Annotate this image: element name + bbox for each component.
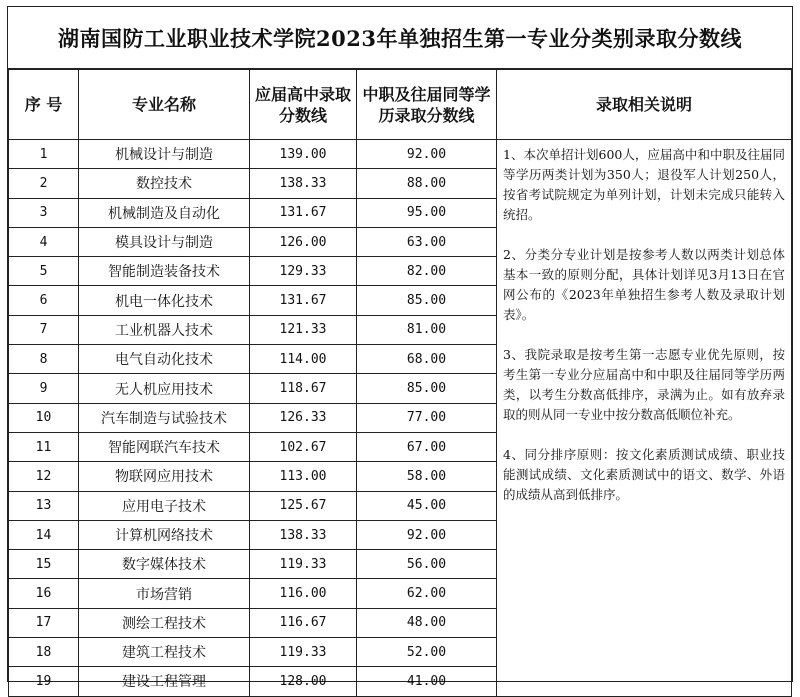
- row-highschool-score-cell: 126.00: [250, 227, 357, 256]
- row-highschool-score-cell: 126.33: [250, 403, 357, 432]
- row-highschool-score-cell: 118.67: [250, 374, 357, 403]
- row-major-cell: 测绘工程技术: [79, 608, 250, 637]
- row-highschool-score-cell: 131.67: [250, 198, 357, 227]
- row-seq-cell: 9: [9, 374, 79, 403]
- row-major-cell: 市场营销: [79, 579, 250, 608]
- row-vocational-score-cell: 95.00: [357, 198, 497, 227]
- row-seq-cell: 14: [9, 520, 79, 549]
- row-highschool-score-cell: 113.00: [250, 462, 357, 491]
- row-vocational-score-cell: 85.00: [357, 286, 497, 315]
- row-highschool-score-cell: 128.00: [250, 667, 357, 696]
- score-table-body: [9, 140, 792, 697]
- row-seq-cell: 7: [9, 315, 79, 344]
- row-vocational-score-cell: 56.00: [357, 550, 497, 579]
- row-seq-cell: 12: [9, 462, 79, 491]
- row-vocational-score-cell: 68.00: [357, 345, 497, 374]
- row-highschool-score-cell: 139.00: [250, 140, 357, 169]
- row-major-cell: 应用电子技术: [79, 491, 250, 520]
- note-paragraph: 3、我院录取是按考生第一志愿专业优先原则，按考生第一专业分应届高中和中职及往届同等学历两类，以考生分数高低排序，录满为止。如有放弃录取的则从同一专业中按分数高低顺位补充。: [503, 347, 785, 422]
- row-vocational-score-cell: 92.00: [357, 140, 497, 169]
- row-highschool-score-cell: 138.33: [250, 520, 357, 549]
- row-vocational-score-cell: 45.00: [357, 491, 497, 520]
- row-major-cell: 机电一体化技术: [79, 286, 250, 315]
- row-vocational-score-cell: 63.00: [357, 227, 497, 256]
- row-vocational-score-cell: 67.00: [357, 432, 497, 461]
- row-highschool-score-cell: 116.67: [250, 608, 357, 637]
- row-seq-cell: 19: [9, 667, 79, 696]
- header-highschool-score: 应届高中录取 分数线: [250, 70, 357, 140]
- row-major-cell: 数控技术: [79, 169, 250, 198]
- row-highschool-score-cell: 121.33: [250, 315, 357, 344]
- row-vocational-score-cell: 41.00: [357, 667, 497, 696]
- note-paragraph: 2、分类分专业计划是按参考人数以两类计划总体基本一致的原则分配，具体计划详见3月13日在官网公布的《2023年单独招生参考人数及录取计划表》。: [503, 247, 785, 322]
- row-highschool-score-cell: 116.00: [250, 579, 357, 608]
- row-major-cell: 计算机网络技术: [79, 520, 250, 549]
- row-seq-cell: 5: [9, 257, 79, 286]
- row-vocational-score-cell: 88.00: [357, 169, 497, 198]
- row-highschool-score-cell: 125.67: [250, 491, 357, 520]
- row-major-cell: 无人机应用技术: [79, 374, 250, 403]
- row-major-cell: 机械设计与制造: [79, 140, 250, 169]
- row-seq-cell: 11: [9, 432, 79, 461]
- row-seq-cell: 6: [9, 286, 79, 315]
- row-major-cell: 建设工程管理: [79, 667, 250, 696]
- table-row: [9, 140, 792, 169]
- row-seq-cell: 16: [9, 579, 79, 608]
- row-seq-cell: 18: [9, 638, 79, 667]
- note-paragraph: 1、本次单招计划600人，应届高中和中职及往届同等学历两类计划为350人；退役军人计划250人，按省考试院规定为单列计划，计划未完成只能转入统招。: [503, 147, 785, 222]
- row-seq-cell: 13: [9, 491, 79, 520]
- row-highschool-score-cell: 131.67: [250, 286, 357, 315]
- row-seq-cell: 17: [9, 608, 79, 637]
- row-vocational-score-cell: 52.00: [357, 638, 497, 667]
- row-highschool-score-cell: 129.33: [250, 257, 357, 286]
- header-major: 专业名称: [79, 70, 250, 140]
- table-title: 湖南国防工业职业技术学院2023年单独招生第一专业分类别录取分数线: [8, 7, 792, 69]
- row-highschool-score-cell: 102.67: [250, 432, 357, 461]
- row-major-cell: 建筑工程技术: [79, 638, 250, 667]
- row-vocational-score-cell: 77.00: [357, 403, 497, 432]
- row-vocational-score-cell: 62.00: [357, 579, 497, 608]
- row-vocational-score-cell: 48.00: [357, 608, 497, 637]
- score-table: [8, 69, 792, 697]
- row-vocational-score-cell: 81.00: [357, 315, 497, 344]
- row-vocational-score-cell: 85.00: [357, 374, 497, 403]
- row-major-cell: 模具设计与制造: [79, 227, 250, 256]
- header-notes: 录取相关说明: [497, 70, 792, 140]
- row-major-cell: 物联网应用技术: [79, 462, 250, 491]
- row-major-cell: 智能制造装备技术: [79, 257, 250, 286]
- row-major-cell: 汽车制造与试验技术: [79, 403, 250, 432]
- notes-cell: [497, 140, 792, 697]
- row-highschool-score-cell: 138.33: [250, 169, 357, 198]
- row-vocational-score-cell: 82.00: [357, 257, 497, 286]
- row-seq-cell: 1: [9, 140, 79, 169]
- row-vocational-score-cell: 58.00: [357, 462, 497, 491]
- row-highschool-score-cell: 119.33: [250, 550, 357, 579]
- row-seq-cell: 2: [9, 169, 79, 198]
- row-major-cell: 智能网联汽车技术: [79, 432, 250, 461]
- row-seq-cell: 3: [9, 198, 79, 227]
- header-seq: 序 号: [9, 70, 79, 140]
- row-highschool-score-cell: 119.33: [250, 638, 357, 667]
- row-seq-cell: 4: [9, 227, 79, 256]
- row-highschool-score-cell: 114.00: [250, 345, 357, 374]
- row-major-cell: 数字媒体技术: [79, 550, 250, 579]
- row-major-cell: 电气自动化技术: [79, 345, 250, 374]
- row-major-cell: 机械制造及自动化: [79, 198, 250, 227]
- header-row: [9, 70, 792, 140]
- header-vocational-score: 中职及往届同等学 历录取分数线: [357, 70, 497, 140]
- admission-score-table-sheet: [7, 6, 793, 691]
- note-paragraph: 4、同分排序原则：按文化素质测试成绩、职业技能测试成绩、文化素质测试中的语文、数学、外语的成绩从高到低排序。: [503, 447, 785, 502]
- row-major-cell: 工业机器人技术: [79, 315, 250, 344]
- row-seq-cell: 15: [9, 550, 79, 579]
- row-seq-cell: 8: [9, 345, 79, 374]
- row-vocational-score-cell: 92.00: [357, 520, 497, 549]
- row-seq-cell: 10: [9, 403, 79, 432]
